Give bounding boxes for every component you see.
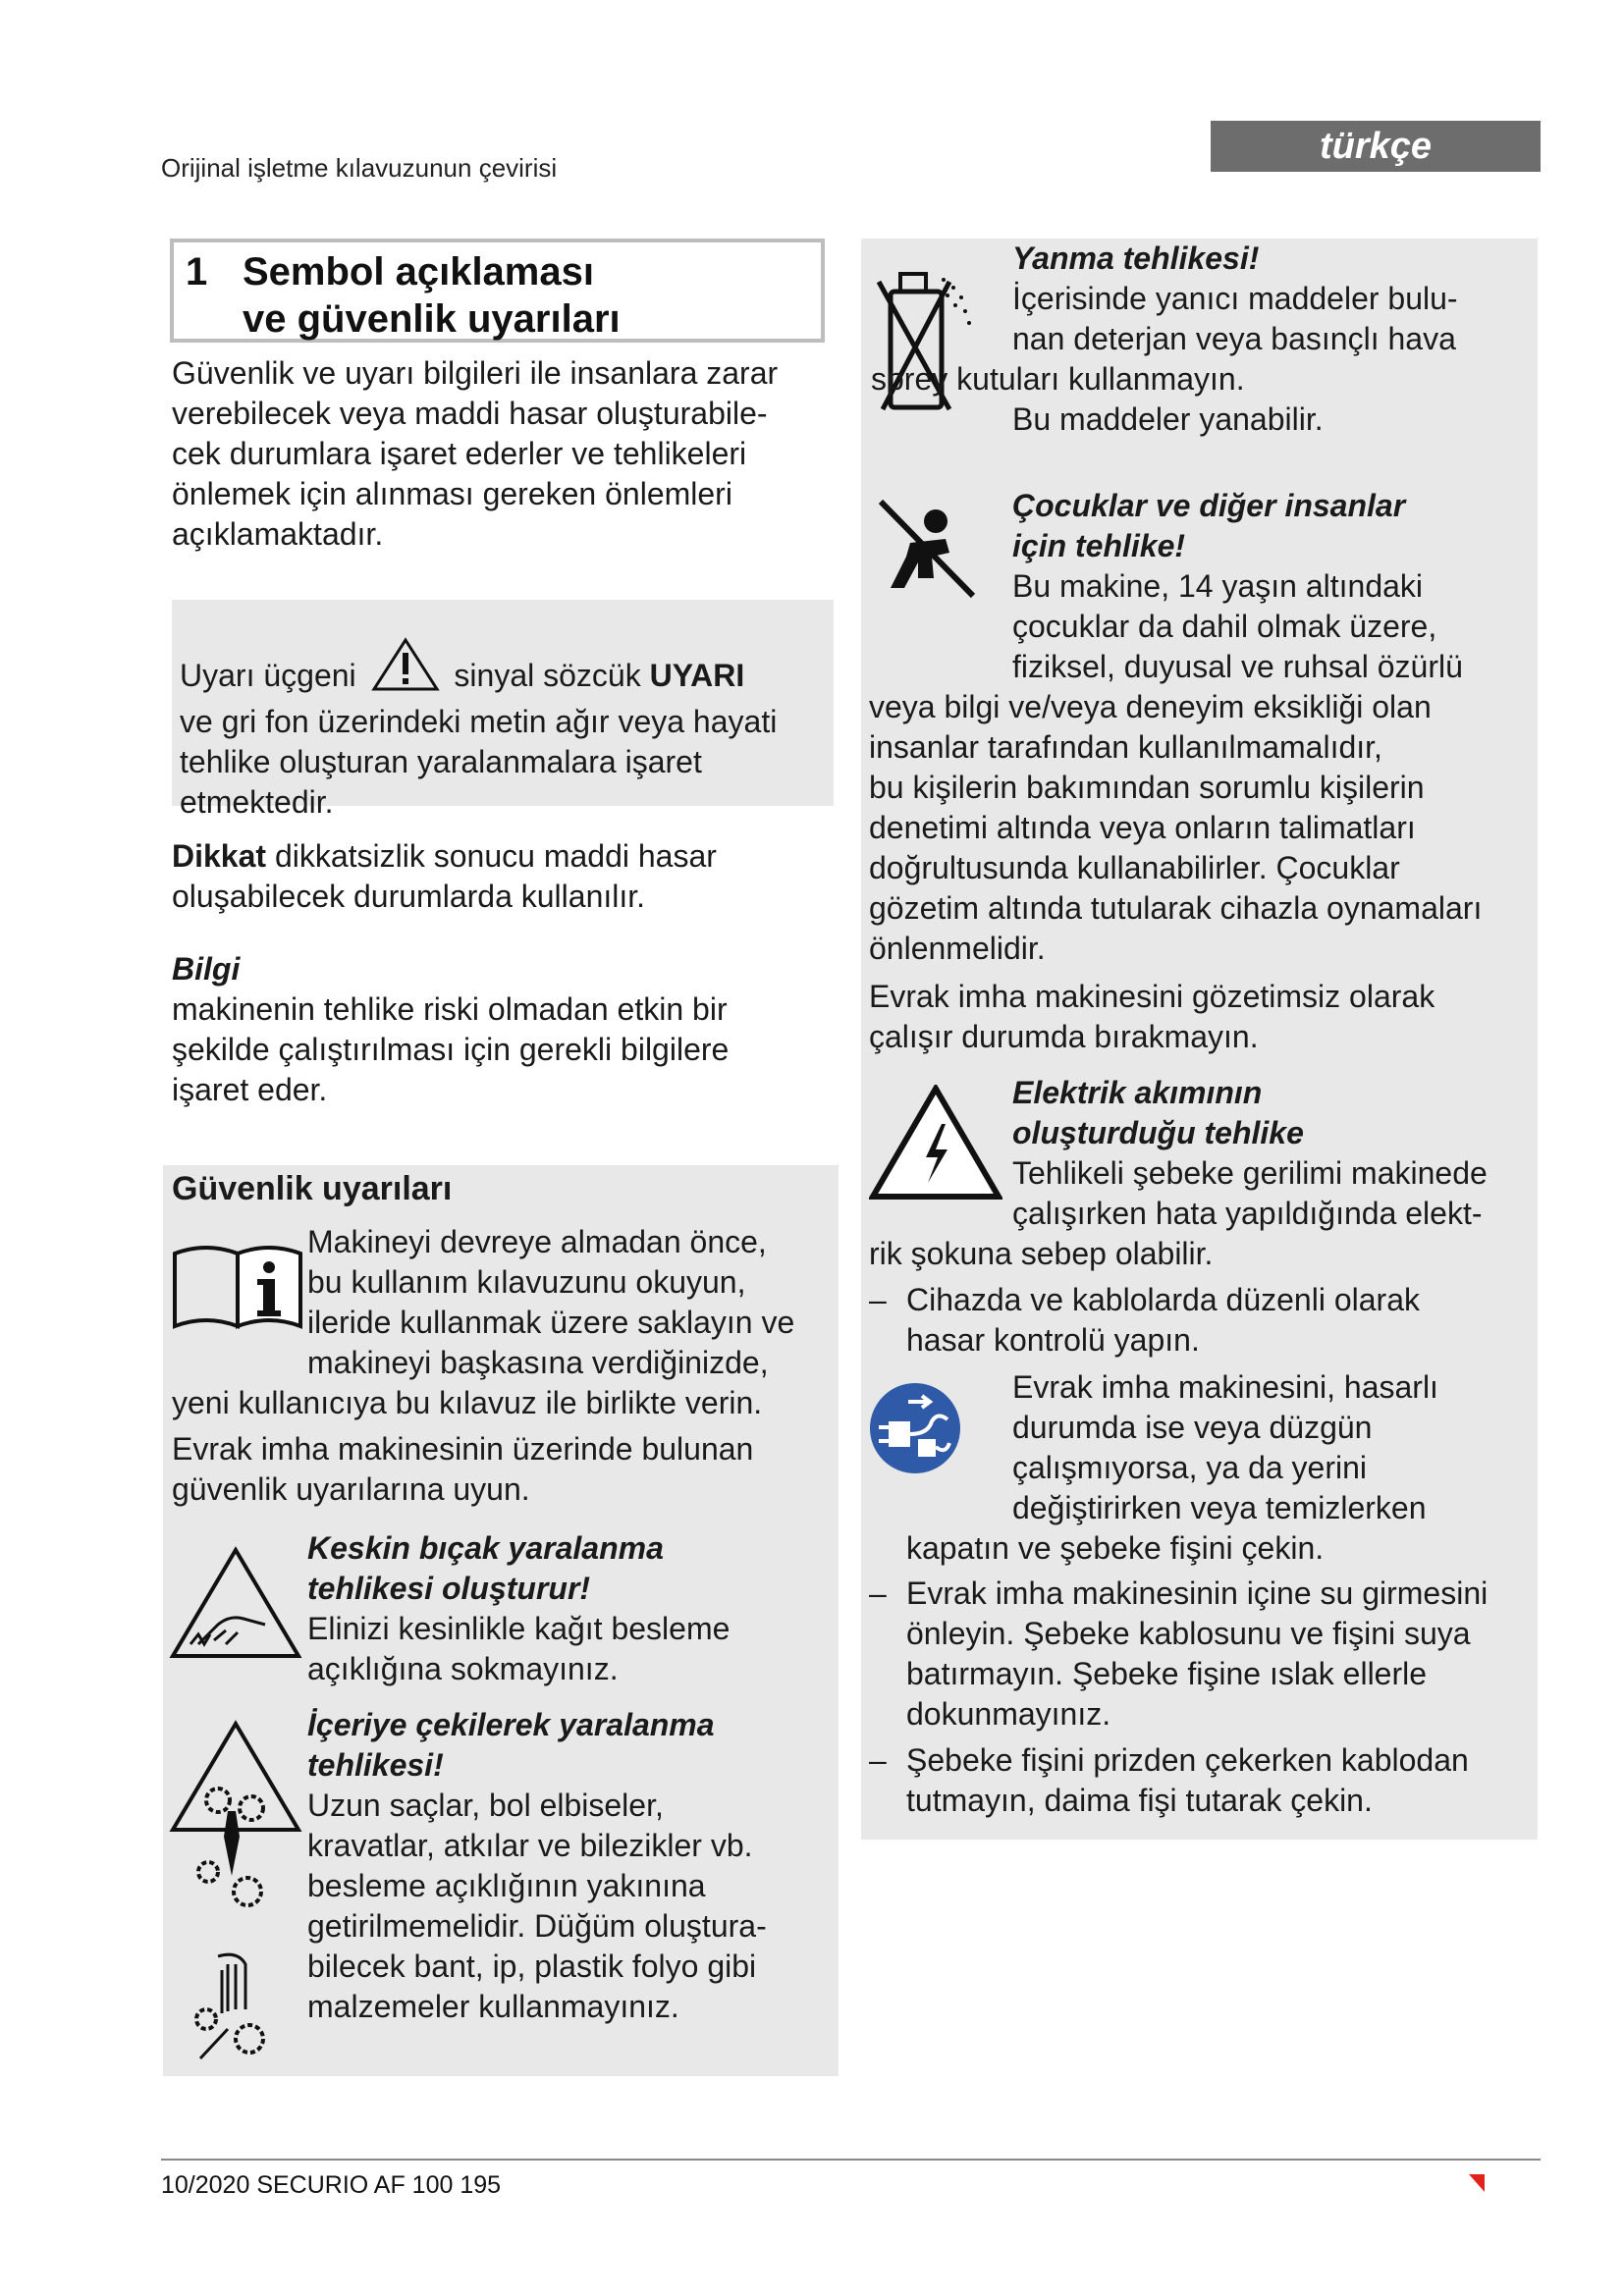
info-paragraph: [172, 949, 830, 1110]
section-title-box: [170, 239, 825, 343]
unplug-line: değiştirirken veya temizlerken: [1012, 1490, 1427, 1525]
pull-in-title: İçeriye çekilerek yaralanma: [307, 1707, 715, 1742]
pull-in-hazard-text: [307, 1705, 838, 2027]
children-line: bu kişilerin bakımından sorumlu kişilerin: [869, 770, 1425, 805]
follow-line: güvenlik uyarılarına uyun.: [172, 1471, 530, 1507]
section-number: 1: [186, 250, 208, 294]
pull-in-line: malzemeler kullanmayınız.: [307, 1989, 679, 2024]
children-title: için tehlike!: [1012, 528, 1186, 563]
warning-keyword: UYARI: [649, 658, 745, 693]
manual-line: Makineyi devreye almadan önce,: [307, 1224, 767, 1259]
manual-line: ileride kullanmak üzere saklayın ve: [307, 1305, 795, 1340]
manual-line: makineyi başkasına verdiğinizde,: [307, 1345, 769, 1380]
cut-hazard-icon: [169, 1546, 302, 1670]
info-keyword: Bilgi: [172, 951, 241, 987]
section-title-line1: Sembol açıklaması: [243, 250, 594, 294]
fire-hazard-title: Yanma tehlikesi!: [1012, 240, 1260, 276]
bullet-plug: [869, 1740, 1537, 1821]
unplug-line: kapatın ve şebeke fişini çekin.: [906, 1530, 1325, 1566]
children-title: Çocuklar ve diğer insanlar: [1012, 488, 1406, 523]
caution-text: dikkatsizlik sonucu maddi hasar: [274, 838, 717, 874]
cut-hazard-line: Elinizi kesinlikle kağıt besleme: [307, 1611, 731, 1646]
info-line: şekilde çalıştırılması için gerekli bilgilere: [172, 1032, 730, 1067]
electric-hazard-text: [1012, 1073, 1533, 1234]
language-tab: türkçe: [1211, 121, 1541, 172]
safety-warnings-box: [163, 1165, 839, 2076]
bullet-dash: –: [869, 1282, 887, 1317]
bullet-line: tutmayın, daima fişi tutarak çekin.: [906, 1783, 1373, 1818]
cut-hazard-title: Keskin bıçak yaralanma: [307, 1530, 664, 1566]
document-subtitle: Orijinal işletme kılavuzunun çevirisi: [161, 153, 558, 183]
footer-divider: [161, 2159, 1541, 2161]
intro-line: cek durumlara işaret ederler ve tehlikeleri: [172, 436, 747, 471]
children-line: fiziksel, duyusal ve ruhsal özürlü: [1012, 649, 1463, 684]
intro-line: önlemek için alınması gereken önlemleri: [172, 476, 732, 511]
cut-hazard-text: [307, 1528, 838, 1689]
unplug-line: durumda ise veya düzgün: [1012, 1410, 1373, 1445]
intro-line: verebilecek veya maddi hasar oluşturabile-: [172, 396, 768, 431]
footer-text: 10/2020 SECURIO AF 100 195: [161, 2171, 502, 2199]
unplug-line: Evrak imha makinesini, hasarlı: [1012, 1369, 1438, 1405]
bullet-line: Evrak imha makinesinin içine su girmesini: [906, 1575, 1489, 1611]
cut-hazard-title: tehlikesi oluşturur!: [307, 1571, 591, 1606]
unattended-line: çalışır durumda bırakmayın.: [869, 1019, 1259, 1054]
child-prohibited-icon: [875, 494, 983, 612]
bullet-line: batırmayın. Şebeke fişine ıslak ellerle: [906, 1656, 1428, 1691]
pull-in-line: bilecek bant, ip, plastik folyo gibi: [307, 1949, 757, 1984]
intro-paragraph: [172, 353, 830, 555]
read-manual-icon: [171, 1234, 308, 1342]
warning-line: etmektedir.: [180, 784, 334, 820]
bullet-water: [869, 1574, 1537, 1735]
unplug-line: çalışmıyorsa, ya da yerini: [1012, 1450, 1368, 1485]
children-line: çocuklar da dahil olmak üzere,: [1012, 609, 1437, 644]
unattended-line: Evrak imha makinesini gözetimsiz olarak: [869, 979, 1435, 1014]
manual-line: yeni kullanıcıya bu kılavuz ile birlikte verin.: [172, 1385, 763, 1420]
info-line: makinenin tehlike riski olmadan etkin bir: [172, 991, 728, 1027]
manual-line: bu kullanım kılavuzunu okuyun,: [307, 1264, 746, 1300]
section-title-line2: ve güvenlik uyarıları: [243, 297, 621, 341]
fire-hazard-line: İçerisinde yanıcı maddeler bulu-: [1012, 281, 1458, 316]
electric-line: çalışırken hata yapıldığında elekt-: [1012, 1196, 1483, 1231]
bullet-dash: –: [869, 1575, 887, 1611]
follow-line: Evrak imha makinesinin üzerinde bulunan: [172, 1431, 754, 1467]
children-line: insanlar tarafından kullanılmamalıdır,: [869, 729, 1382, 765]
children-line: Bu makine, 14 yaşın altındaki: [1012, 568, 1424, 604]
warning-first-line: [180, 637, 828, 702]
tie-pull-in-icon: [189, 1807, 277, 1931]
children-hazard-text: [1012, 486, 1533, 687]
footer-corner-mark: [1469, 2174, 1485, 2192]
warning-triangle-icon: [371, 637, 440, 702]
caution-keyword: Dikkat: [172, 838, 267, 874]
warning-line: tehlike oluşturan yaralanmalara işaret: [180, 744, 702, 779]
electric-hazard-icon: [869, 1085, 1002, 1212]
children-line: önlenmelidir.: [869, 931, 1046, 966]
intro-line: Güvenlik ve uyarı bilgileri ile insanlara zarar: [172, 355, 779, 391]
info-line: işaret eder.: [172, 1072, 328, 1107]
pull-in-line: besleme açıklığının yakınına: [307, 1868, 706, 1903]
electric-line: rik şokuna sebep olabilir.: [869, 1236, 1214, 1271]
warning-post-text: sinyal sözcük: [454, 658, 641, 693]
fire-hazard-line: nan deterjan veya basınçlı hava: [1012, 321, 1456, 356]
hair-pull-in-icon: [189, 1950, 277, 2074]
children-line: veya bilgi ve/veya deneyim eksikliği olan: [869, 689, 1432, 724]
electric-title: Elektrik akımının: [1012, 1075, 1263, 1110]
bullet-line: önleyin. Şebeke kablosunu ve fişini suya: [906, 1616, 1471, 1651]
pull-in-line: Uzun saçlar, bol elbiseler,: [307, 1788, 664, 1823]
pull-in-title: tehlikesi!: [307, 1747, 444, 1783]
unplug-text: [1012, 1367, 1533, 1528]
unplug-mandatory-icon: [869, 1382, 961, 1484]
warning-line: ve gri fon üzerindeki metin ağır veya hayati: [180, 704, 778, 739]
pull-in-line: getirilmemelidir. Düğüm oluştura-: [307, 1908, 767, 1944]
caution-text: oluşabilecek durumlarda kullanılır.: [172, 879, 646, 914]
pull-in-line: kravatlar, atkılar ve bilezikler vb.: [307, 1828, 753, 1863]
safety-heading: Güvenlik uyarıları: [172, 1170, 453, 1207]
electric-title: oluşturduğu tehlike: [1012, 1115, 1304, 1150]
warning-pre-text: Uyarı üçgeni: [180, 658, 356, 693]
bullet-inspect: [869, 1280, 1537, 1361]
fire-hazard-line: sprey kutuları kullanmayın.: [871, 361, 1245, 397]
bullet-line: Şebeke fişini prizden çekerken kablodan: [906, 1742, 1469, 1778]
bullet-line: Cihazda ve kablolarda düzenli olarak: [906, 1282, 1420, 1317]
children-line: doğrultusunda kullanabilirler. Çocuklar: [869, 850, 1400, 885]
children-line: denetimi altında veya onların talimatları: [869, 810, 1416, 845]
children-line: gözetim altında tutularak cihazla oynamaları: [869, 890, 1483, 926]
bullet-line: dokunmayınız.: [906, 1696, 1111, 1732]
fire-hazard-line: Bu maddeler yanabilir.: [1012, 401, 1324, 437]
intro-line: açıklamaktadır.: [172, 516, 384, 552]
electric-line: Tehlikeli şebeke gerilimi makinede: [1012, 1155, 1488, 1191]
bullet-line: hasar kontrolü yapın.: [906, 1322, 1200, 1358]
fire-hazard-text: [1012, 239, 1533, 359]
bullet-dash: –: [869, 1742, 887, 1778]
manual-text: [307, 1222, 838, 1383]
right-hazards-box: [861, 239, 1538, 1840]
cut-hazard-line: açıklığına sokmayınız.: [307, 1651, 619, 1686]
warning-info-box: [172, 600, 834, 820]
caution-paragraph: [172, 836, 830, 917]
